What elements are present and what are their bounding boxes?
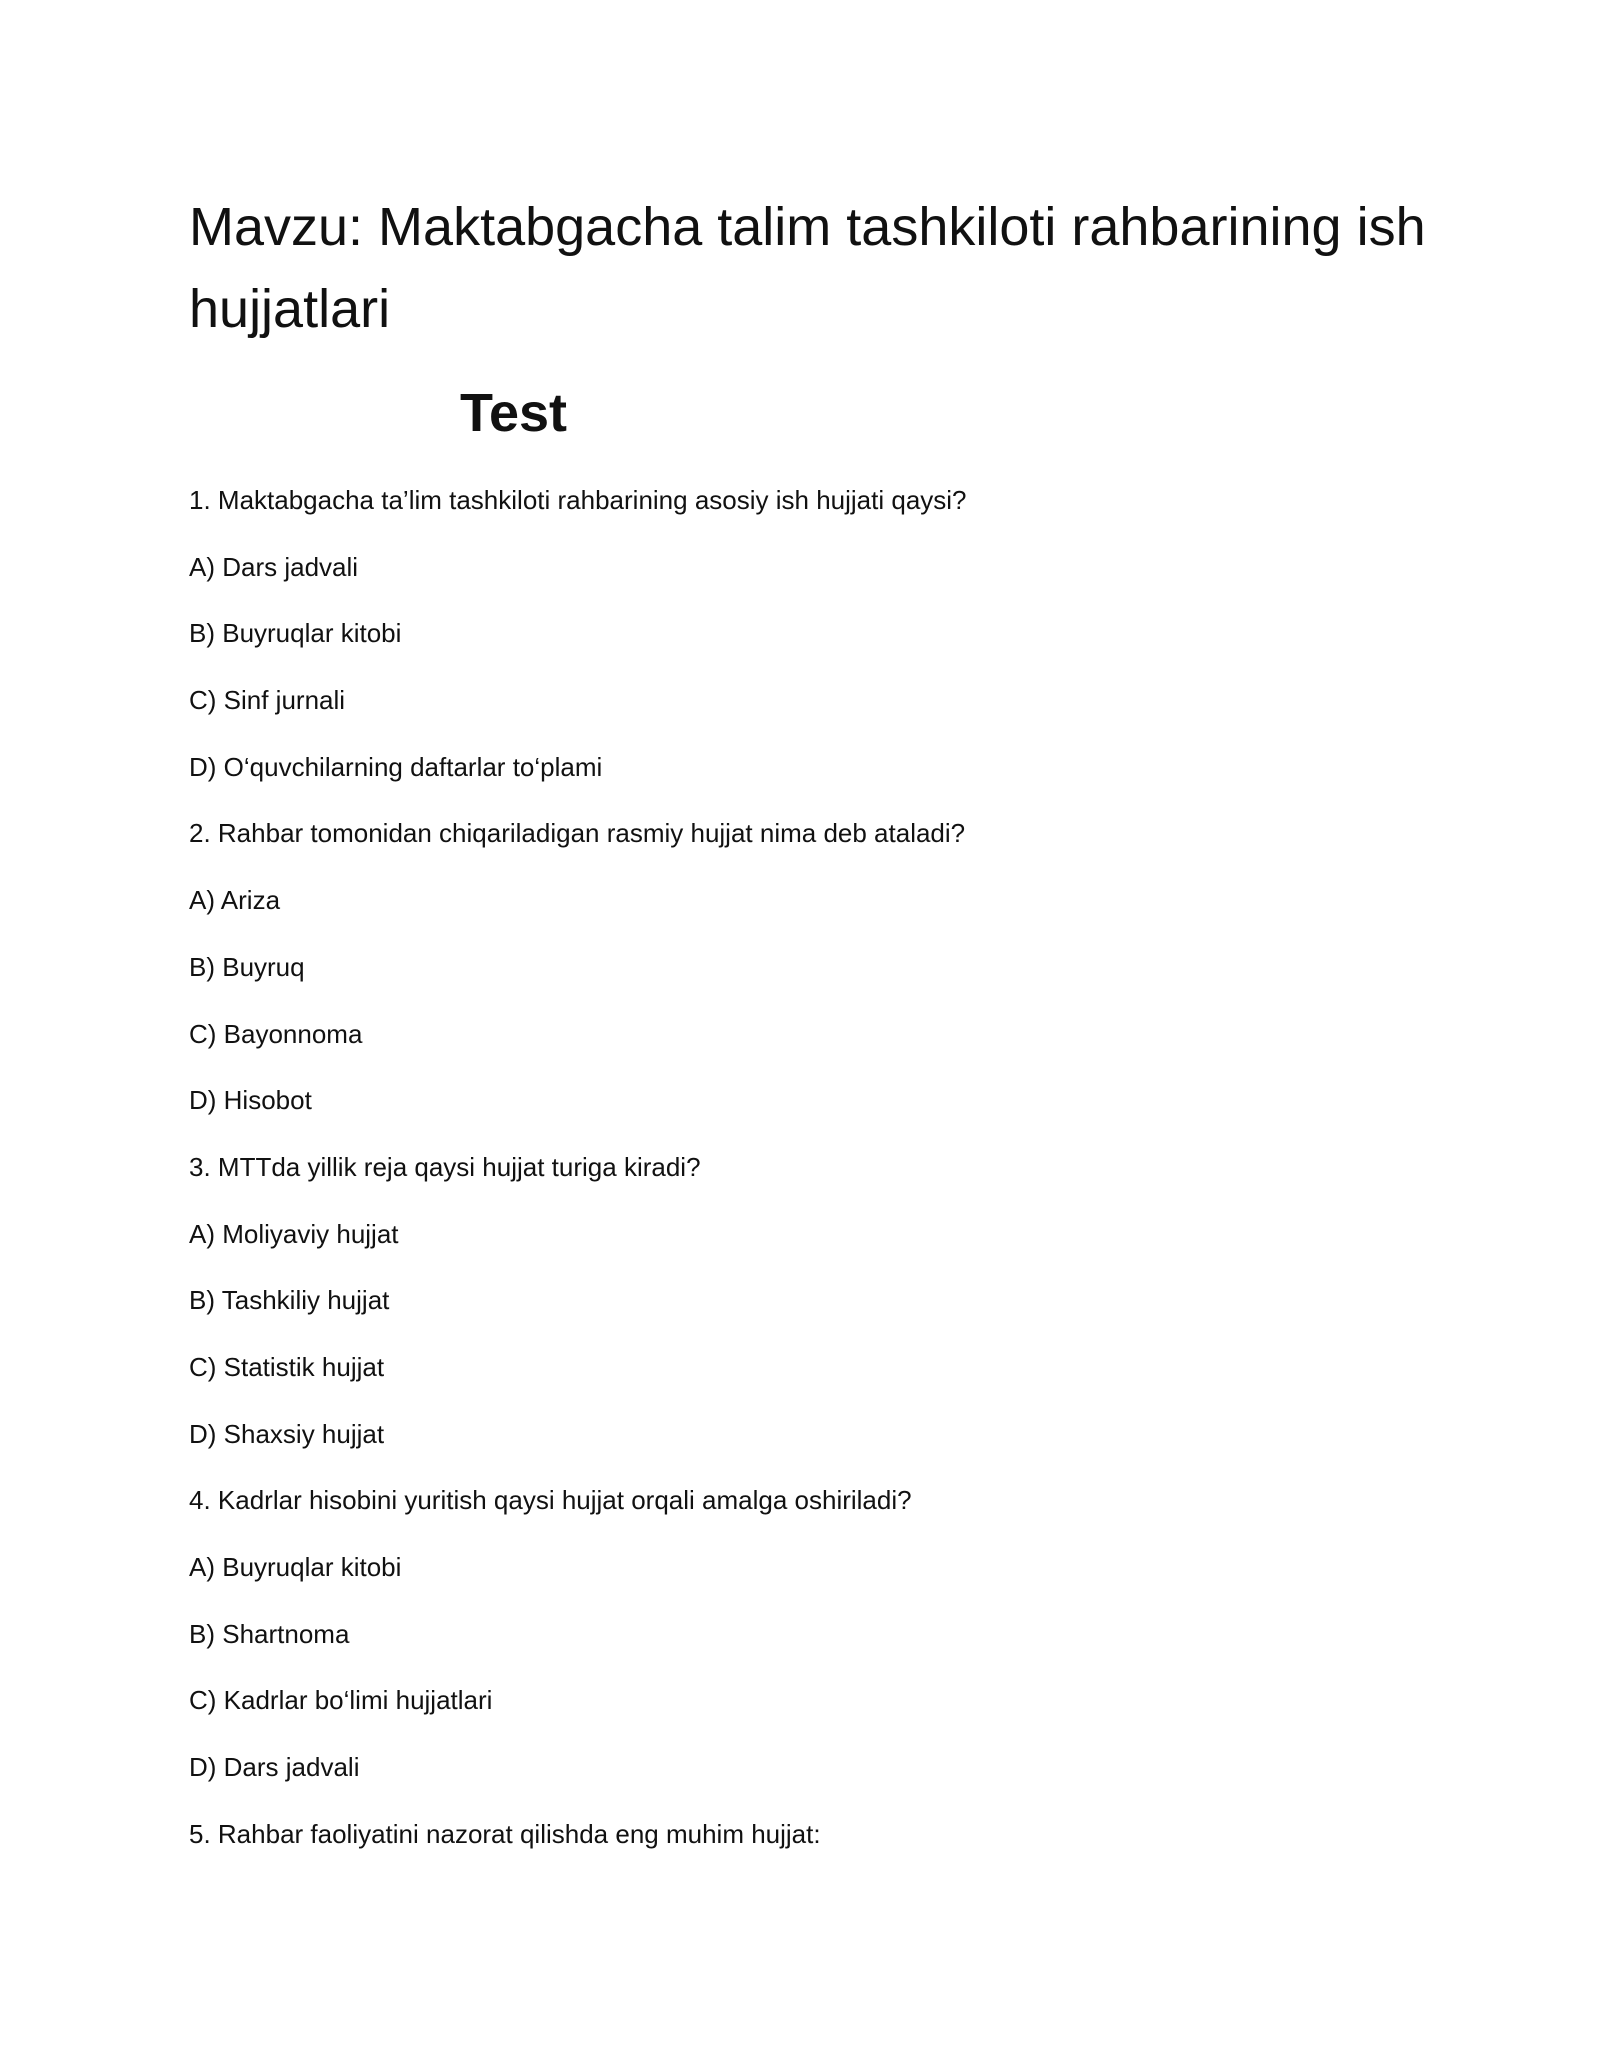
question-4-option-b: B) Shartnoma xyxy=(189,1618,350,1649)
question-1: 1. Maktabgacha ta’lim tashkiloti rahbarining asosiy ish hujjati qaysi? xyxy=(189,485,967,515)
question-1-option-a: A) Dars jadvali xyxy=(189,551,359,582)
question-2-option-b: B) Buyruq xyxy=(189,951,305,982)
question-4-option-c: C) Kadrlar bo‘limi hujjatlari xyxy=(189,1685,493,1716)
question-1-option-b: B) Buyruqlar kitobi xyxy=(189,618,402,649)
question-2-option-c: C) Bayonnoma xyxy=(189,1018,363,1049)
document-title: Mavzu: Maktabgacha talim tashkiloti rahbarining ish hujjatlari xyxy=(189,197,1426,339)
question-3: 3. MTTda yillik reja qaysi hujjat turiga kiradi? xyxy=(189,1151,701,1182)
question-2: 2. Rahbar tomonidan chiqariladigan rasmiy hujjat nima deb ataladi? xyxy=(189,818,966,849)
question-3-option-b: B) Tashkiliy hujjat xyxy=(189,1285,390,1316)
question-list xyxy=(189,478,1449,1878)
question-3-option-c: C) Statistik hujjat xyxy=(189,1351,385,1382)
question-3-option-a: A) Moliyaviy hujjat xyxy=(189,1218,399,1249)
question-4-option-d: D) Dars jadvali xyxy=(189,1752,360,1783)
question-3-option-d: D) Shaxsiy hujjat xyxy=(189,1418,385,1449)
question-5: 5. Rahbar faoliyatini nazorat qilishda eng muhim hujjat: xyxy=(189,1818,821,1849)
question-2-option-a: A) Ariza xyxy=(189,885,281,916)
question-1-option-c: C) Sinf jurnali xyxy=(189,685,346,716)
document-subtitle: Test xyxy=(460,383,568,443)
question-4: 4. Kadrlar hisobini yuritish qaysi hujjat orqali amalga oshiriladi? xyxy=(189,1485,912,1516)
question-1-option-d: D) O‘quvchilarning daftarlar to‘plami xyxy=(189,751,603,782)
question-4-option-a: A) Buyruqlar kitobi xyxy=(189,1552,402,1582)
question-2-option-d: D) Hisobot xyxy=(189,1085,312,1116)
